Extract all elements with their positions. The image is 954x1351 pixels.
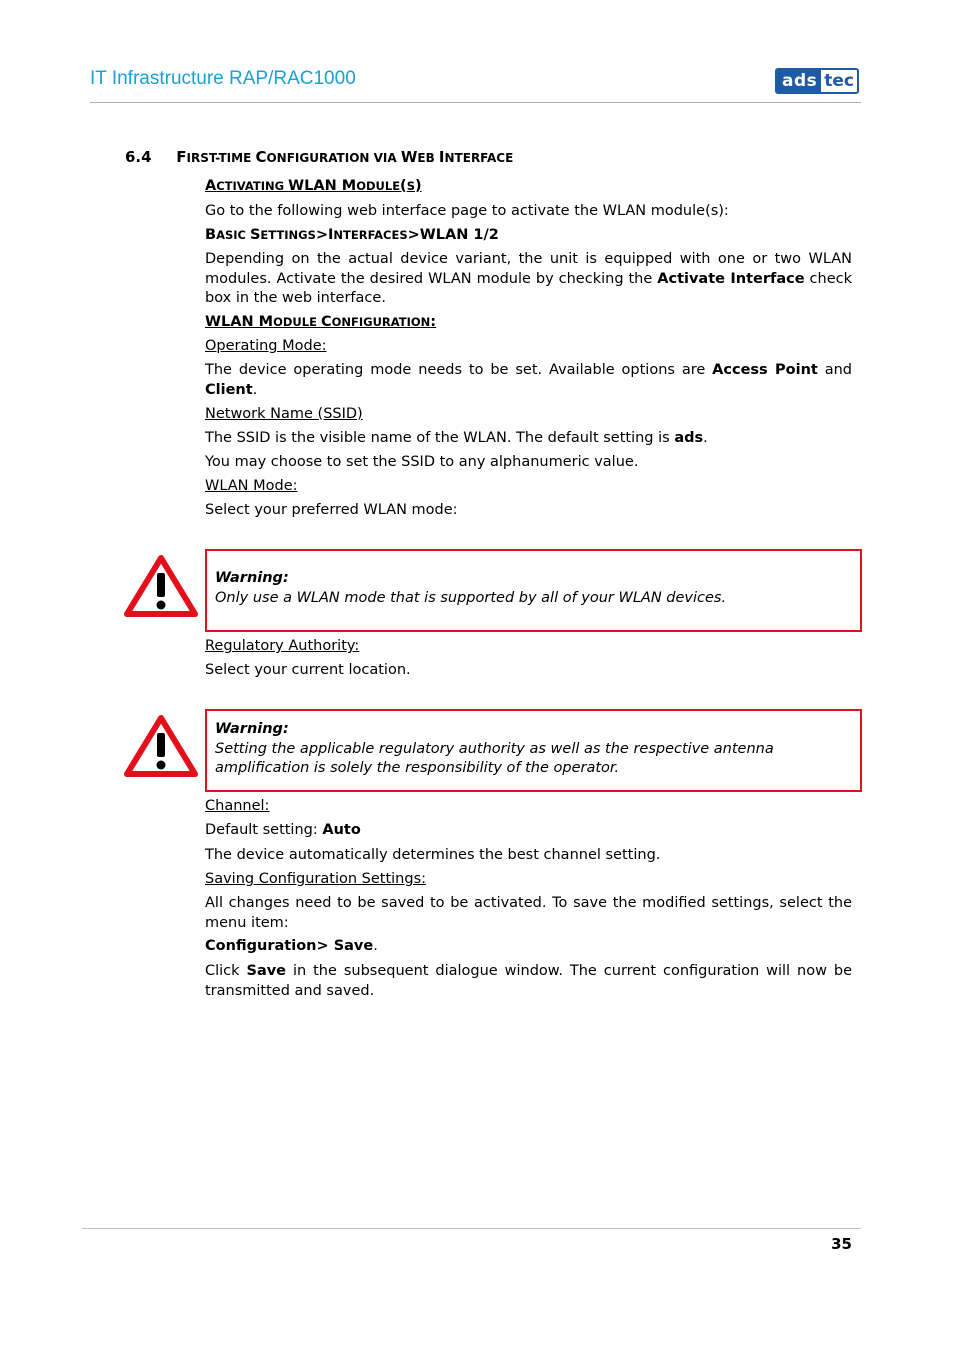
regulatory-text: Select your current location. (205, 662, 411, 678)
ssid-label: Network Name (SSID) (205, 406, 363, 422)
saving-menu-item: Configuration> Save. (205, 938, 378, 954)
ads-tec-logo (775, 68, 859, 94)
warning-box-regulatory (205, 709, 862, 792)
saving-label: Saving Configuration Settings: (205, 871, 427, 887)
activating-heading: ACTIVATING WLAN MODULE(S) (205, 178, 422, 194)
wlan-mode-label: WLAN Mode: (205, 478, 298, 494)
logo-ads-text: ads (777, 70, 821, 92)
activating-body: Depending on the actual device variant, the unit is equipped with one or two WLAN modules. Activate the desired WLAN module by checking the Activate Interface check box in the web interface. (205, 251, 852, 306)
warning-title: Warning: (215, 721, 289, 737)
saving-text: All changes need to be saved to be activated. To save the modified settings, select the menu item: (205, 895, 852, 931)
warning-text: Setting the applicable regulatory authority as well as the respective antenna amplification is solely the responsibility of the operator. (215, 740, 774, 776)
wlan-mode-text: Select your preferred WLAN mode: (205, 502, 458, 518)
channel-default: Default setting: Auto (205, 822, 361, 838)
document-header-title: IT Infrastructure RAP/RAC1000 (90, 68, 356, 89)
activating-path: BASIC SETTINGS>INTERFACES>WLAN 1/2 (205, 227, 499, 243)
warning-triangle-icon (124, 555, 198, 617)
header-divider (90, 102, 861, 103)
ssid-text: The SSID is the visible name of the WLAN. The default setting is ads. (205, 430, 708, 446)
warning-text: Only use a WLAN mode that is supported by all of your WLAN devices. (215, 589, 727, 606)
section-heading (125, 148, 513, 166)
section-title: FIRST-TIME CONFIGURATION VIA WEB INTERFACE (176, 148, 514, 166)
operating-mode-text: The device operating mode needs to be set. Available options are Access Point and Client. (205, 362, 852, 398)
warning-box-wlan-mode (205, 549, 862, 632)
footer-divider (82, 1228, 861, 1229)
channel-text: The device automatically determines the best channel setting. (205, 847, 661, 863)
section-number: 6.4 (125, 148, 152, 166)
activating-intro: Go to the following web interface page to activate the WLAN module(s): (205, 203, 729, 219)
logo-tec-text: tec (821, 70, 857, 92)
warning-triangle-icon (124, 715, 198, 777)
operating-mode-label: Operating Mode: (205, 338, 327, 354)
ssid-extra: You may choose to set the SSID to any alphanumeric value. (205, 454, 639, 470)
saving-click-text: Click Save in the subsequent dialogue window. The current configuration will now be transmitted and saved. (205, 963, 852, 999)
regulatory-label: Regulatory Authority: (205, 638, 360, 654)
warning-title: Warning: (215, 570, 289, 586)
page-number: 35 (831, 1235, 852, 1253)
channel-label: Channel: (205, 798, 270, 814)
config-heading: WLAN MODULE CONFIGURATION: (205, 314, 437, 330)
